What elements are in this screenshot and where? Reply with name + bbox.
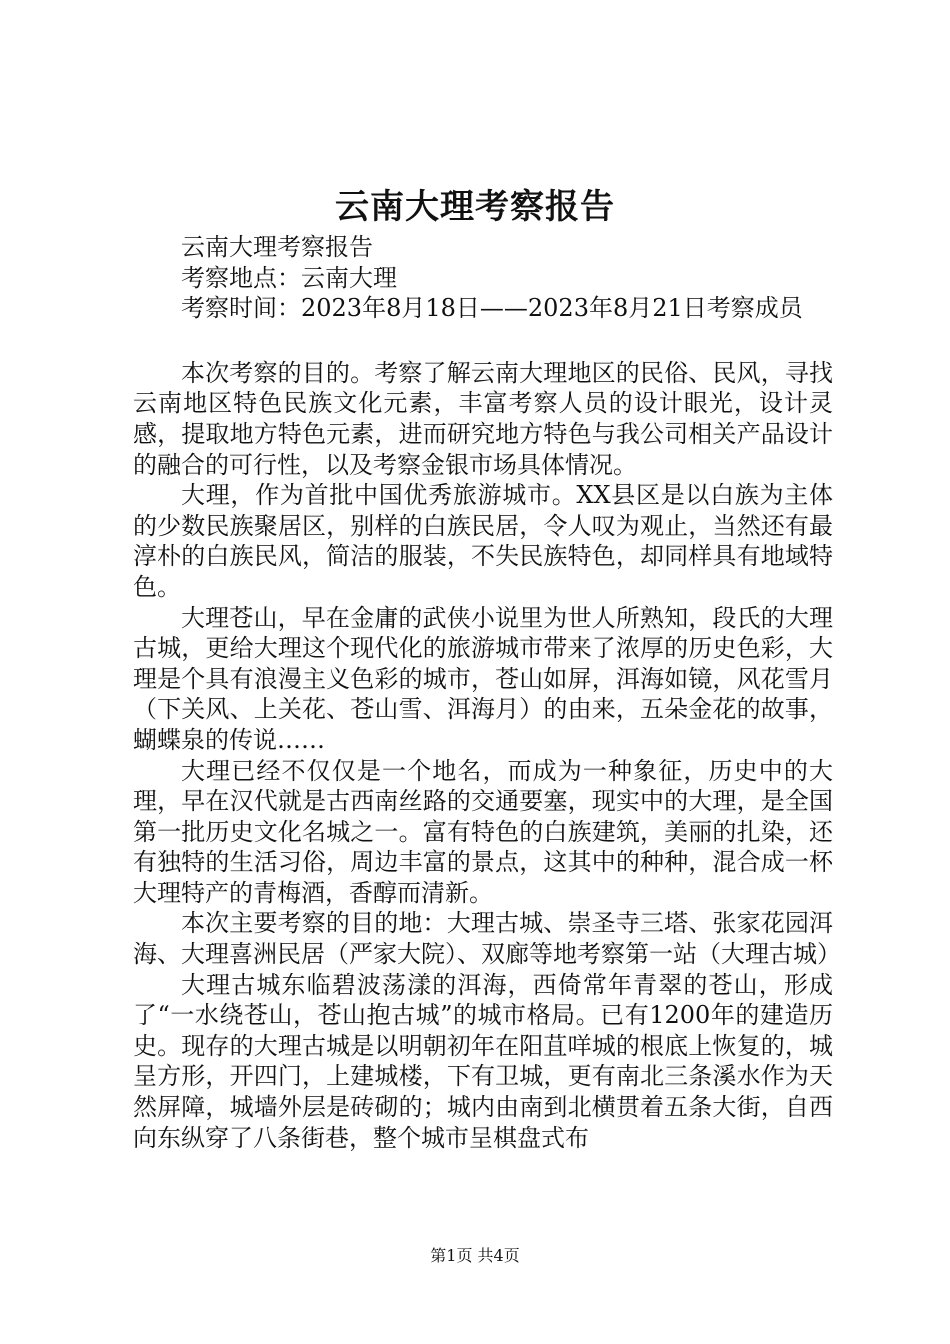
document-title: 云南大理考察报告	[335, 187, 615, 227]
page-footer: 第1页 共4页	[430, 1246, 520, 1265]
meta-location: 考察地点：云南大理	[181, 263, 397, 292]
paragraph-cangshan: 大理苍山，早在金庸的武侠小说里为世人所熟知，段氏的大理古城，更给大理这个现代化的旅游城市带来了浓厚的历史色彩，大理是个具有浪漫主义色彩的城市，苍山如屏，洱海如镜，风花雪月（下关风、上关花、苍山雪、洱海月）的由来，五朵金花的故事，蝴蝶泉的传说……	[133, 603, 833, 754]
document-body	[133, 232, 841, 1153]
meta-report-name: 云南大理考察报告	[181, 233, 373, 261]
paragraph-dali-intro: 大理，作为首批中国优秀旅游城市。XX县区是以白族为主体的少数民族聚居区，别样的白族民居，令人叹为观止，当然还有最淳朴的白族民风，简洁的服装，不失民族特色，却同样具有地域特色。	[133, 481, 833, 601]
paragraph-ancient-city: 大理古城东临碧波荡漾的洱海，西倚常年青翠的苍山，形成了“一水绕苍山，苍山抱古城”的城市格局。已有1200年的建造历史。现存的大理古城是以明朝初年在阳苴咩城的根底上恢复的，城呈方形，开四门，上建城楼，下有卫城，更有南北三条溪水作为天然屏障，城墙外层是砖砌的；城内由南到北横贯着五条大街，自西向东纵穿了八条街巷，整个城市呈棋盘式布	[133, 970, 833, 1152]
paragraph-dali-symbol: 大理已经不仅仅是一个地名，而成为一种象征，历史中的大理，早在汉代就是古西南丝路的交通要塞，现实中的大理，是全国第一批历史文化名城之一。富有特色的白族建筑，美丽的扎染，还有独特的生活习俗，周边丰富的景点，这其中的种种，混合成一杯大理特产的青梅酒，香醇而清新。	[133, 756, 833, 907]
paragraph-purpose: 本次考察的目的。考察了解云南大理地区的民俗、民风，寻找云南地区特色民族文化元素，丰富考察人员的设计眼光，设计灵感，提取地方特色元素，进而研究地方特色与我公司相关产品设计的融合的可行性，以及考察金银市场具体情况。	[133, 358, 833, 479]
paragraph-destinations: 本次主要考察的目的地：大理古城、崇圣寺三塔、张家花园洱海、大理喜洲民居（严家大院）、双廊等地考察第一站（大理古城）	[133, 909, 841, 969]
meta-time-members: 考察时间：2023年8月18日——2023年8月21日考察成员	[181, 294, 803, 323]
section-spacer	[133, 324, 833, 358]
